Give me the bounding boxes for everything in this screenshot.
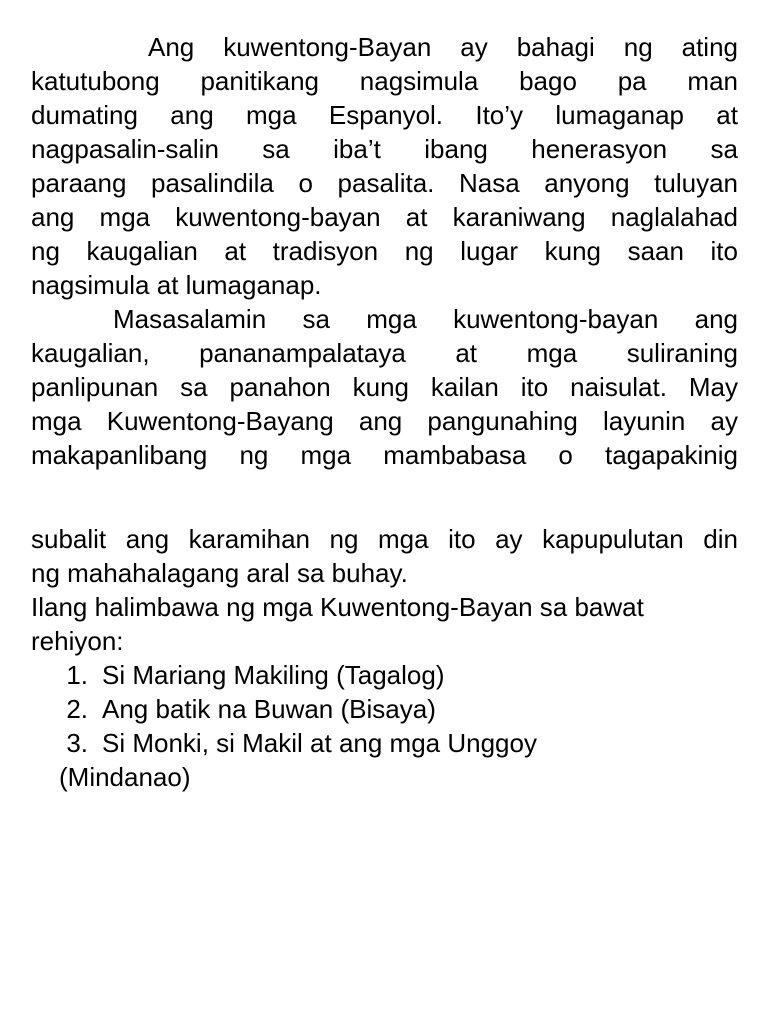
paragraph-2-line: mga Kuwentong-Bayang ang pangunahing layunin ay (31, 406, 738, 436)
list-item-text: Si Monki, si Makil at ang mga Unggoy (102, 728, 537, 758)
paragraph-1-line: paraang pasalindila o pasalita. Nasa anyong tuluyan (31, 168, 738, 198)
page-break-gap (31, 472, 738, 522)
list-item (31, 658, 738, 692)
paragraph-1 (31, 30, 738, 302)
paragraph-2-line: kaugalian, pananampalataya at mga suliraning (31, 338, 738, 368)
document-page (31, 30, 738, 794)
list-item-text: Si Mariang Makiling (Tagalog) (102, 660, 445, 690)
paragraph-1-line: nagsimula at lumaganap. (31, 270, 322, 300)
list-item-number: 3. (66, 728, 88, 758)
paragraph-1-line: ang mga kuwentong-bayan at karaniwang naglalahad (31, 202, 738, 232)
list-item (31, 692, 738, 726)
examples-list (31, 658, 738, 760)
list-item (31, 726, 738, 760)
paragraph-2 (31, 302, 738, 472)
paragraph-1-line: katutubong panitikang nagsimula bago pa man (31, 66, 738, 96)
list-item-number: 2. (66, 694, 88, 724)
list-item-continuation: (Mindanao) (59, 762, 191, 792)
list-item-text: Ang batik na Buwan (Bisaya) (102, 694, 436, 724)
paragraph-3-line: ng mahahalagang aral sa buhay. (31, 558, 408, 588)
paragraph-2-line: Masasalamin sa mga kuwentong-bayan ang (113, 304, 738, 334)
examples-intro-line: rehiyon: (31, 626, 124, 656)
list-item-number: 1. (66, 660, 88, 690)
paragraph-3 (31, 522, 738, 590)
paragraph-1-line: nagpasalin-salin sa iba’t ibang henerasyon sa (31, 134, 738, 164)
paragraph-1-line: Ang kuwentong-Bayan ay bahagi ng ating (148, 32, 738, 62)
examples-intro (31, 590, 738, 658)
examples-intro-line: Ilang halimbawa ng mga Kuwentong-Bayan sa bawat (31, 592, 644, 622)
paragraph-2-line: makapanlibang ng mga mambabasa o tagapakinig (31, 440, 738, 470)
paragraph-1-line: dumating ang mga Espanyol. Ito’y lumaganap at (31, 100, 738, 130)
paragraph-3-line: subalit ang karamihan ng mga ito ay kapupulutan din (31, 524, 738, 554)
paragraph-1-line: ng kaugalian at tradisyon ng lugar kung saan ito (31, 236, 738, 266)
paragraph-2-line: panlipunan sa panahon kung kailan ito naisulat. May (31, 372, 738, 402)
